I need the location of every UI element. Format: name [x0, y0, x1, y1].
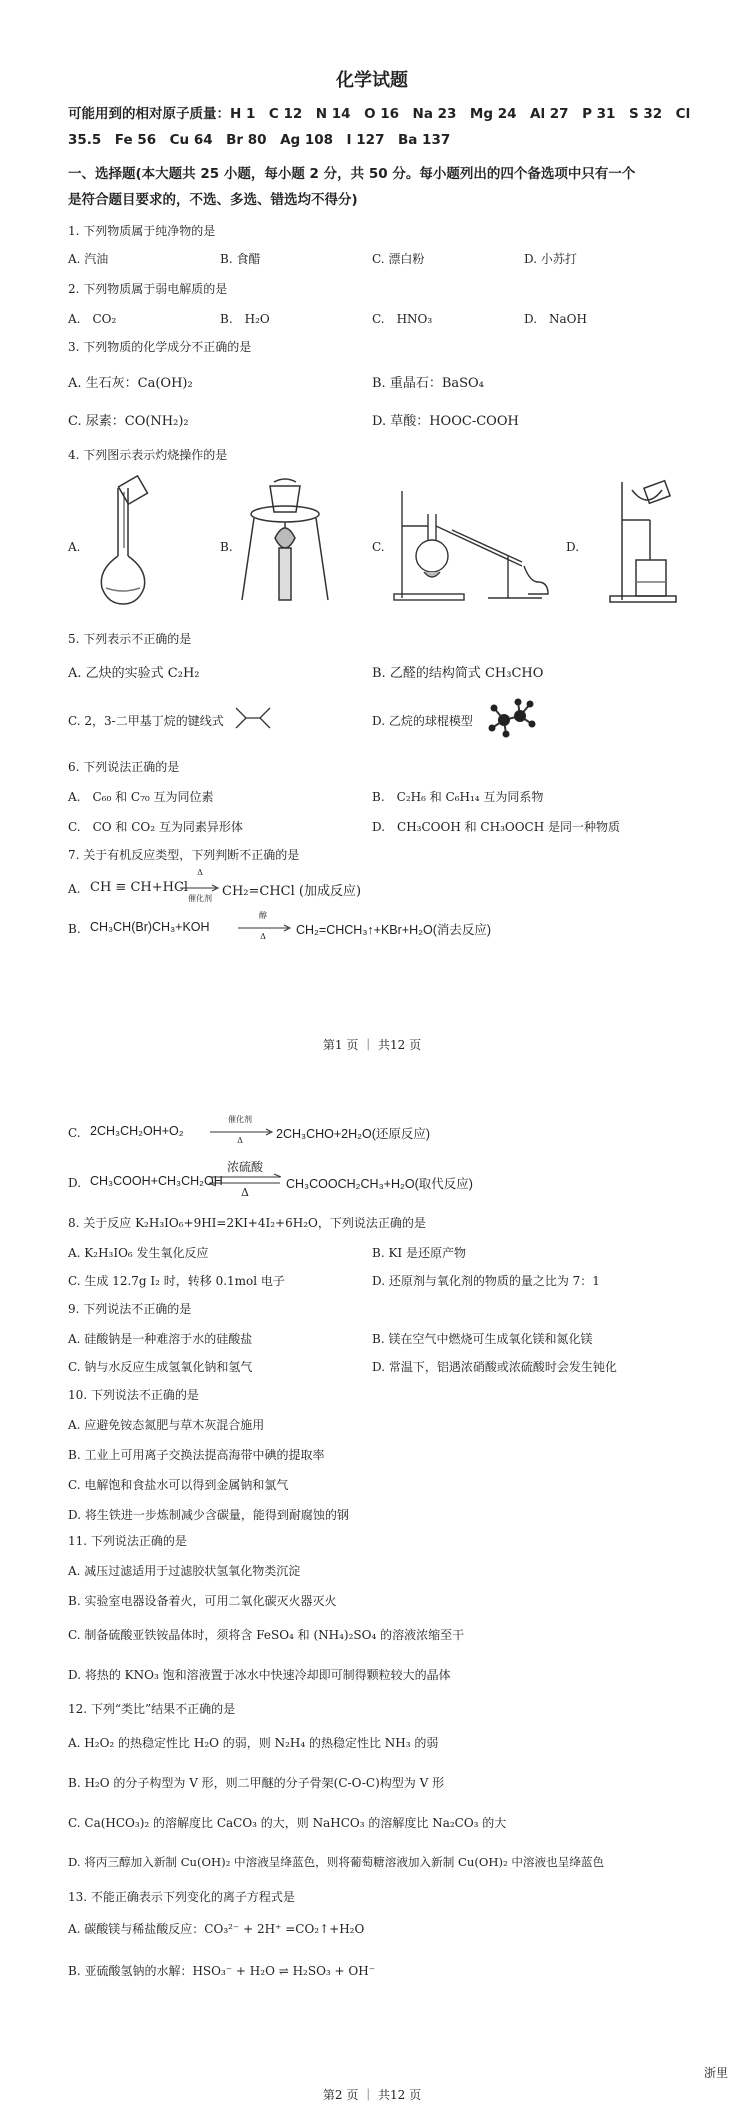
question-3-option-d: D. 草酸：HOOC-COOH [372, 414, 519, 429]
question-12-option-a: A. H₂O₂ 的热稳定性比 H₂O 的弱，则 N₂H₄ 的热稳定性比 NH₃ 的弱 [68, 1736, 439, 1750]
question-8-option-c: C. 生成 12.7g I₂ 时，转移 0.1mol 电子 [68, 1274, 285, 1288]
question-4-option-a: A. [68, 540, 81, 554]
question-9-stem: 9. 下列说法不正确的是 [68, 1302, 192, 1316]
question-7-option-b-label: B. [68, 922, 81, 936]
question-6-option-a: A. C₆₀ 和 C₇₀ 互为同位素 [68, 790, 214, 804]
page-footer-1: 第1 页 ｜ 共12 页 [322, 1038, 422, 1052]
question-1-option-b: B. 食醋 [220, 252, 261, 266]
question-1-option-d: D. 小苏打 [524, 252, 577, 266]
question-1-option-c: C. 漂白粉 [372, 252, 425, 266]
side-watermark-text: 浙里 [703, 2066, 728, 2080]
question-13-option-a: A. 碳酸镁与稀盐酸反应：CO₃²⁻ + 2H⁺ =CO₂↑+H₂O [68, 1922, 365, 1936]
question-2-option-b: B. H₂O [220, 312, 270, 326]
question-1-stem: 1. 下列物质属于纯净物的是 [68, 224, 216, 238]
question-3-option-c: C. 尿素：CO(NH₂)₂ [68, 414, 189, 429]
question-11-option-d: D. 将热的 KNO₃ 饱和溶液置于冰水中快速冷却即可制得颗粒较大的晶体 [68, 1668, 451, 1682]
page-title: 化学试题 [336, 70, 408, 91]
distillation-apparatus-figure [392, 486, 562, 604]
question-3-option-a: A. 生石灰：Ca(OH)₂ [68, 376, 193, 391]
question-6-stem: 6. 下列说法正确的是 [68, 760, 180, 774]
question-3-option-b: B. 重晶石：BaSO₄ [372, 376, 484, 391]
question-7-option-a-label: A. [68, 882, 81, 896]
question-6-option-c: C. CO 和 CO₂ 互为同素异形体 [68, 820, 243, 834]
page-footer-2: 第2 页 ｜ 共12 页 [322, 2088, 422, 2102]
question-12-option-c: C. Ca(HCO₃)₂ 的溶解度比 CaCO₃ 的大，则 NaHCO₃ 的溶解度比 Na₂CO₃ 的大 [68, 1816, 507, 1830]
question-5-option-d: D. 乙烷的球棍模型 [372, 714, 473, 728]
question-12-option-b: B. H₂O 的分子构型为 V 形，则二甲醚的分子骨架(C-O-C)构型为 V 形 [68, 1776, 445, 1790]
question-9-option-d: D. 常温下，铝遇浓硝酸或浓硫酸时会发生钝化 [372, 1360, 617, 1374]
question-7-option-c-products: 2CH₃CHO+2H₂O(还原反应) [276, 1127, 431, 1141]
question-13-option-b: B. 亚硫酸氢钠的水解：HSO₃⁻ + H₂O ⇌ H₂SO₃ + OH⁻ [68, 1964, 376, 1978]
question-7-option-c-condition-bottom: Δ [237, 1136, 243, 1145]
question-7-option-b-condition-top: 醇 [259, 911, 267, 920]
ethane-ball-stick-model [488, 698, 536, 738]
question-8-option-d: D. 还原剂与氧化剂的物质的量之比为 7：1 [372, 1274, 600, 1288]
question-9-option-a: A. 硅酸钠是一种难溶于水的硅酸盐 [68, 1332, 253, 1346]
section-heading-line-1: 一、选择题(本大题共 25 小题，每小题 2 分，共 50 分。每小题列出的四个备选项中只有一个 [68, 166, 636, 182]
question-9-option-c: C. 钠与水反应生成氢氧化钠和氢气 [68, 1360, 253, 1374]
question-11-option-a: A. 减压过滤适用于过滤胶状氢氧化物类沉淀 [68, 1564, 301, 1578]
question-10-option-b: B. 工业上可用离子交换法提高海带中碘的提取率 [68, 1448, 325, 1462]
reaction-arrow-icon [210, 1128, 274, 1136]
question-2-option-a: A. CO₂ [68, 312, 117, 326]
question-7-option-d-condition-bottom: Δ [241, 1186, 249, 1199]
question-12-option-d: D. 将丙三醇加入新制 Cu(OH)₂ 中溶液呈绛蓝色，则将葡萄糖溶液加入新制 Cu(OH)₂ 中溶液也呈绛蓝色 [68, 1855, 605, 1869]
question-10-stem: 10. 下列说法不正确的是 [68, 1388, 199, 1402]
question-7-option-b-condition-bottom: Δ [260, 932, 266, 941]
atomic-mass-line-2: 35.5 Fe 56 Cu 64 Br 80 Ag 108 I 127 Ba 137 [68, 132, 451, 148]
reaction-arrow-icon [238, 924, 292, 932]
question-11-option-b: B. 实验室电器设备着火，可用二氧化碳灭火器灭火 [68, 1594, 337, 1608]
question-4-option-b: B. [220, 540, 233, 554]
question-10-option-c: C. 电解饱和食盐水可以得到金属钠和氯气 [68, 1478, 289, 1492]
question-7-option-a-condition-bottom: 催化剂 [188, 894, 212, 903]
question-5-option-c: C. 2，3-二甲基丁烷的键线式 [68, 714, 224, 728]
question-2-option-c: C. HNO₃ [372, 312, 433, 326]
section-heading-line-2: 是符合题目要求的，不选、多选、错选均不得分) [68, 192, 358, 208]
question-7-option-a-condition-top: Δ [197, 868, 203, 877]
question-7-option-a-products: CH₂=CHCl (加成反应) [222, 884, 362, 899]
question-7-option-b-products: CH₂=CHCH₃↑+KBr+H₂O(消去反应) [296, 923, 492, 937]
question-11-option-c: C. 制备硫酸亚铁铵晶体时，须将含 FeSO₄ 和 (NH₄)₂SO₄ 的溶液浓缩至干 [68, 1628, 465, 1642]
question-6-option-d: D. CH₃COOH 和 CH₃OOCH 是同一种物质 [372, 820, 621, 834]
ring-stand-figure [602, 480, 682, 606]
question-4-option-d: D. [566, 540, 580, 554]
question-5-stem: 5. 下列表示不正确的是 [68, 632, 192, 646]
reaction-arrow-icon [180, 884, 220, 892]
question-7-option-a-reactants: CH ≡ CH+HCl [90, 880, 189, 895]
question-1-option-a: A. 汽油 [68, 252, 109, 266]
question-2-stem: 2. 下列物质属于弱电解质的是 [68, 282, 228, 296]
question-7-option-d-condition-top: 浓硫酸 [226, 1160, 263, 1174]
question-7-option-d-label: D. [68, 1176, 82, 1190]
question-7-option-d-products: CH₃COOCH₂CH₃+H₂O(取代反应) [286, 1177, 473, 1191]
equilibrium-arrow-icon [210, 1174, 284, 1186]
dimethylbutane-skeletal-structure [234, 704, 274, 732]
question-7-option-d-reactants: CH₃COOH+CH₃CH₂OH [90, 1174, 223, 1188]
question-8-stem: 8. 关于反应 K₂H₃IO₆+9HI=2KI+4I₂+6H₂O，下列说法正确的是 [68, 1216, 426, 1230]
question-6-option-b: B. C₂H₆ 和 C₆H₁₄ 互为同系物 [372, 790, 544, 804]
question-12-stem: 12. 下列“类比”结果不正确的是 [68, 1702, 236, 1716]
question-7-option-b-reactants: CH₃CH(Br)CH₃+KOH [90, 920, 210, 934]
question-2-option-d: D. NaOH [524, 312, 587, 326]
question-5-option-a: A. 乙炔的实验式 C₂H₂ [68, 666, 200, 681]
atomic-mass-line-1: 可能用到的相对原子质量：H 1 C 12 N 14 O 16 Na 23 Mg 24 Al 27 P 31 S 32 Cl [68, 106, 691, 122]
question-10-option-d: D. 将生铁进一步炼制减少含碳量，能得到耐腐蚀的钢 [68, 1508, 349, 1522]
question-5-option-b: B. 乙醛的结构简式 CH₃CHO [372, 666, 544, 681]
question-4-stem: 4. 下列图示表示灼烧操作的是 [68, 448, 228, 462]
question-7-option-c-reactants: 2CH₃CH₂OH+O₂ [90, 1124, 184, 1138]
question-8-option-a: A. K₂H₃IO₆ 发生氧化反应 [68, 1246, 209, 1260]
question-10-option-a: A. 应避免铵态氮肥与草木灰混合施用 [68, 1418, 265, 1432]
question-3-stem: 3. 下列物质的化学成分不正确的是 [68, 340, 252, 354]
question-11-stem: 11. 下列说法正确的是 [68, 1534, 187, 1548]
question-7-stem: 7. 关于有机反应类型，下列判断不正确的是 [68, 848, 300, 862]
question-8-option-b: B. KI 是还原产物 [372, 1246, 466, 1260]
question-4-option-c: C. [372, 540, 385, 554]
volumetric-flask-figure [88, 478, 158, 608]
question-7-option-c-label: C. [68, 1126, 81, 1140]
question-7-option-c-condition-top: 催化剂 [228, 1115, 252, 1124]
crucible-tripod-figure [230, 478, 340, 608]
question-13-stem: 13. 不能正确表示下列变化的离子方程式是 [68, 1890, 295, 1904]
question-9-option-b: B. 镁在空气中燃烧可生成氧化镁和氮化镁 [372, 1332, 593, 1346]
